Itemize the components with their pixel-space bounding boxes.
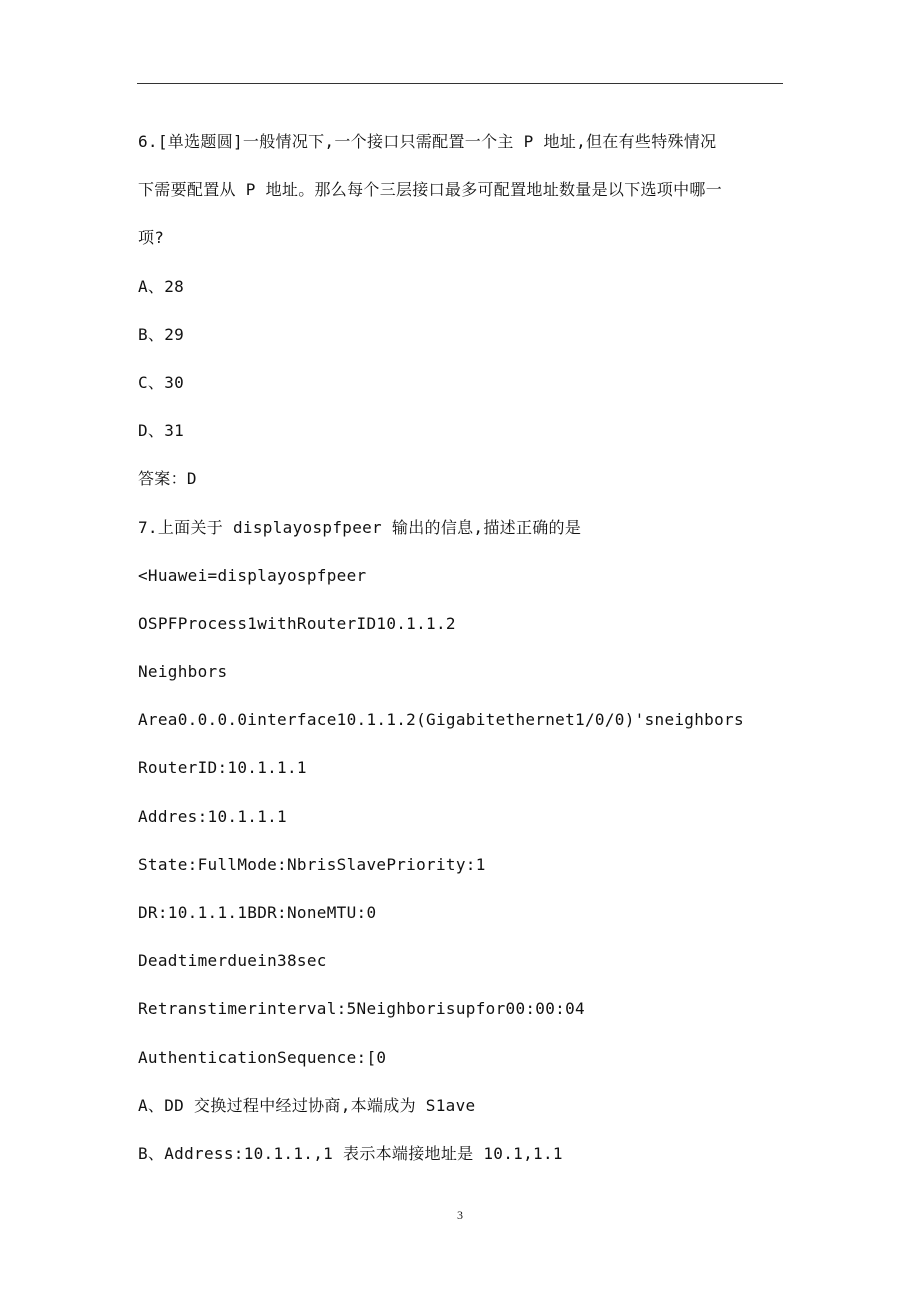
question-6-option-c: C、30 [138,372,185,392]
question-6-option-b: B、29 [138,324,185,344]
cli-output-line: Addres:10.1.1.1 [138,806,287,826]
cli-output-line: AuthenticationSequence:[0 [138,1047,387,1067]
cli-output-line: Area0.0.0.0interface10.1.1.2(Gigabitethernet1/0/0)'sneighbors [138,710,744,730]
cli-output-line: <Huawei=displayospfpeer [138,565,367,585]
cli-output-line: Deadtimerduein38sec [138,951,327,971]
question-6-text-line-3: 项? [138,228,165,248]
question-7-option-a: A、DD 交换过程中经过协商,本端成为 S1ave [138,1095,476,1115]
question-6-text-line-2: 下需要配置从 P 地址。那么每个三层接口最多可配置地址数量是以下选项中哪一 [138,180,722,200]
cli-output-line: OSPFProcess1withRouterID10.1.1.2 [138,613,456,633]
question-7-option-b: B、Address:10.1.1.,1 表示本端接地址是 10.1,1.1 [138,1143,563,1163]
cli-output-line: State:FullMode:NbrisSlavePriority:1 [138,854,486,874]
page-number: 3 [457,1208,463,1222]
cli-output-line: Neighbors [138,662,228,682]
question-6-answer: 答案：D [138,469,197,489]
header-rule [137,83,783,84]
question-6-option-a: A、28 [138,276,185,296]
question-6-text-line-1: 6.[单选题圆]一般情况下,一个接口只需配置一个主 P 地址,但在有些特殊情况 [138,132,717,151]
cli-output-line: RouterID:10.1.1.1 [138,758,307,778]
cli-output-line: DR:10.1.1.1BDR:NoneMTU:0 [138,903,377,922]
question-7-title: 7.上面关于 displayospfpeer 输出的信息,描述正确的是 [138,517,582,537]
question-6-option-d: D、31 [138,421,185,441]
cli-output-line: Retranstimerinterval:5Neighborisupfor00:00:04 [138,999,585,1019]
document-body [138,118,788,1178]
